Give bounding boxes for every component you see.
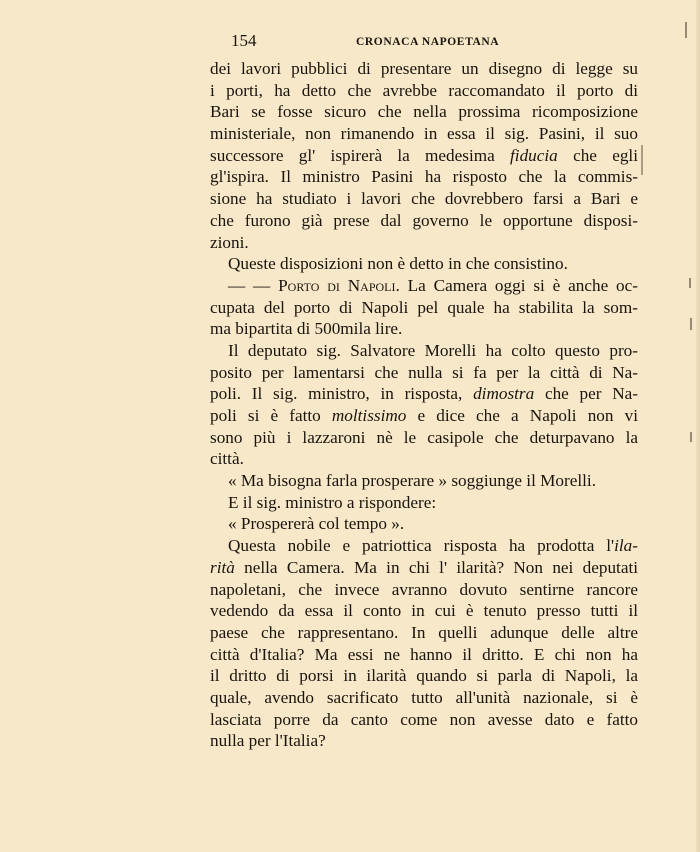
text-line: [210, 58, 638, 80]
text-segment: che per Na-: [534, 384, 638, 404]
page-edge: [696, 0, 700, 852]
text-line: [210, 101, 638, 123]
text-line: [210, 557, 638, 579]
page-header: [231, 30, 641, 54]
text-segment: nella Camera. Ma in chi l' ilarità? Non nei deputati: [234, 557, 638, 577]
running-title: CRONACA NAPOETANA: [356, 36, 500, 48]
text-segment: successore gl' ispirerà la medesima: [210, 145, 511, 165]
text-segment: ministeriale, non rimanendo in essa il sig. Pasini, il suo: [210, 124, 638, 144]
text-line: [210, 665, 638, 687]
text-line: [210, 730, 638, 752]
text-segment: Queste disposizioni non è detto in che consistino.: [228, 254, 568, 274]
text-segment: Questa nobile e patriottica risposta ha prodotta l': [228, 536, 615, 556]
text-segment: E il sig. ministro a rispondere:: [228, 492, 437, 512]
text-line: [210, 448, 638, 470]
text-line: [210, 513, 638, 535]
text-segment: « Prospererà col tempo ».: [228, 514, 405, 534]
text-line: [210, 340, 638, 362]
text-segment: « Ma bisogna farla prosperare » soggiunge il Morelli.: [228, 471, 597, 491]
text-segment: sono più i lazzaroni nè le casipole che deturpavano la: [210, 427, 638, 447]
text-segment: paese che rappresentano. In quelli adunque delle altre: [210, 622, 638, 642]
text-segment: lasciata porre da canto come non avesse dato e fatto: [210, 709, 638, 729]
text-segment: zioni.: [210, 232, 249, 252]
text-line: [210, 427, 638, 449]
body-text: [210, 58, 638, 752]
text-line: [210, 253, 638, 275]
text-segment: cupata del porto di Napoli pel quale ha stabilita la som-: [210, 297, 638, 317]
small-caps-text: Porto di Napoli: [278, 275, 396, 295]
text-segment: dei lavori pubblici di presentare un disegno di legge su: [210, 59, 638, 78]
text-line: [210, 123, 638, 145]
text-segment: napoletani, che invece avranno dovuto sentirne rancore: [210, 579, 638, 599]
italic-text: rità: [210, 557, 235, 577]
text-segment: quale, avendo sacrificato tutto all'unità nazionale, si è: [210, 687, 638, 707]
italic-text: moltissimo: [331, 406, 407, 425]
text-line: [210, 275, 638, 297]
text-segment: vedendo da essa il conto in cui è tenuto presso tutti il: [210, 601, 638, 621]
text-line: [210, 80, 638, 102]
italic-text: fiducia: [510, 145, 558, 165]
text-segment: gl'ispira. Il ministro Pasini ha risposto che la commis-: [210, 167, 638, 187]
text-segment: il dritto di porsi in ilarità quando si parla di Napoli, la: [210, 666, 638, 686]
italic-text: ila-: [614, 536, 638, 556]
text-line: [210, 188, 638, 210]
text-segment: Il deputato sig. Salvatore Morelli ha colto questo pro-: [228, 340, 638, 360]
text-line: [210, 535, 638, 557]
text-segment: . La Camera oggi si è anche oc-: [395, 275, 638, 295]
text-segment: i porti, ha detto che avrebbe raccomandato il porto di: [210, 80, 638, 100]
text-line: [210, 166, 638, 188]
text-segment: che furono già prese dal governo le opportune disposi-: [210, 210, 638, 230]
text-line: [210, 579, 638, 601]
italic-text: dimostra: [473, 384, 535, 404]
text-segment: — —: [228, 275, 279, 295]
page-number: 154: [231, 31, 257, 50]
text-line: [210, 145, 638, 167]
text-line: [210, 405, 638, 427]
text-line: [210, 297, 638, 319]
text-line: [210, 210, 638, 232]
text-segment: poli si è fatto: [210, 406, 332, 425]
text-line: [210, 687, 638, 709]
text-line: [210, 600, 638, 622]
text-segment: posito per lamentarsi che nulla si fa per la città di Na-: [210, 362, 638, 382]
text-line: [210, 362, 638, 384]
text-line: [210, 644, 638, 666]
text-segment: città.: [210, 449, 244, 469]
text-line: [210, 492, 638, 514]
text-segment: Bari se fosse sicuro che nella prossima ricomposizione: [210, 102, 638, 122]
text-line: [210, 232, 638, 254]
text-segment: poli. Il sig. ministro, in risposta,: [210, 384, 474, 404]
text-line: [210, 383, 638, 405]
text-line: [210, 709, 638, 731]
text-line: [210, 622, 638, 644]
text-segment: ma bipartita di 500mila lire.: [210, 319, 403, 339]
text-segment: città d'Italia? Ma essi ne hanno il dritto. E chi non ha: [210, 644, 638, 664]
text-line: [210, 470, 638, 492]
text-line: [210, 318, 638, 340]
text-segment: sione ha studiato i lavori che dovrebbero farsi a Bari e: [210, 189, 638, 209]
text-segment: nulla per l'Italia?: [210, 731, 326, 751]
text-segment: che egli: [557, 145, 638, 165]
text-segment: e dice che a Napoli non vi: [406, 406, 638, 425]
